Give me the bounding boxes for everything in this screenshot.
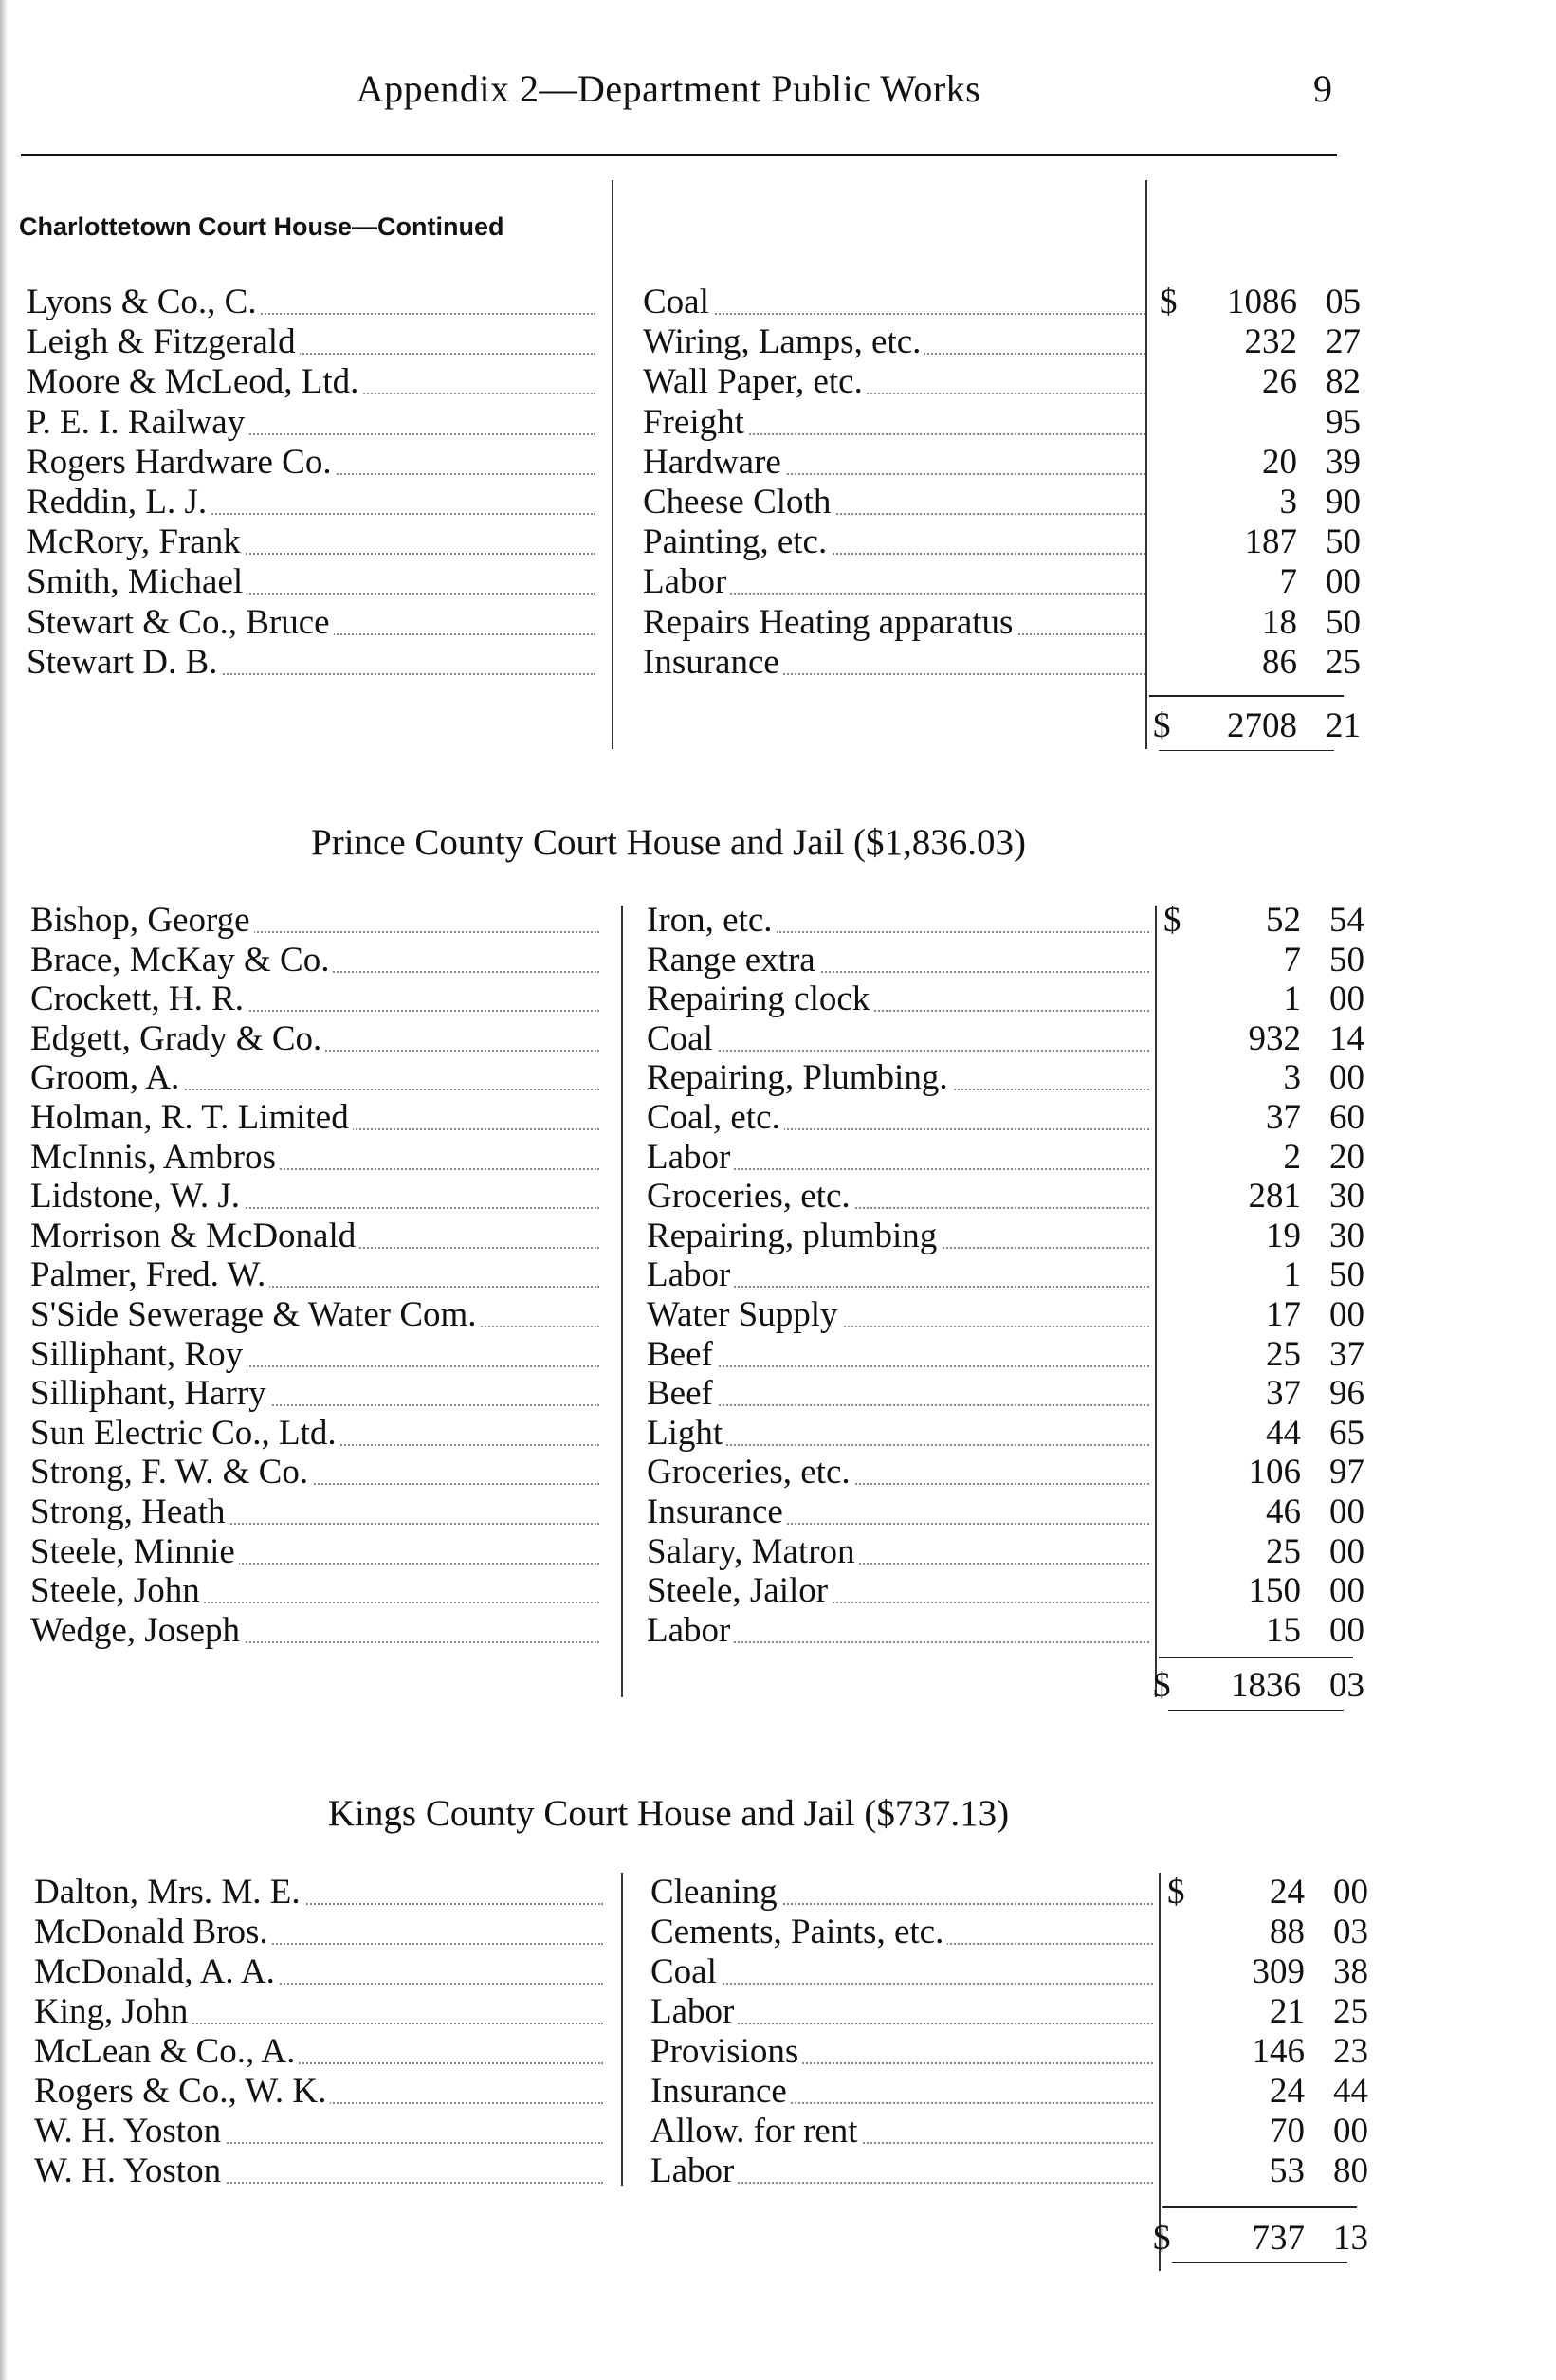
amount-dollars: 232 bbox=[1244, 322, 1297, 362]
amount-dollars: 7 bbox=[1283, 940, 1301, 979]
payee-name bbox=[30, 1611, 599, 1651]
payee-name bbox=[30, 1571, 599, 1611]
section-title-prince-county: Prince County Court House and Jail ($1,836.03) bbox=[311, 822, 1026, 863]
amount-dollars: 20 bbox=[1262, 442, 1297, 482]
dot-leader bbox=[650, 1983, 1153, 1985]
total-cents: 21 bbox=[1326, 706, 1361, 745]
total-dollar-sign: $ bbox=[1153, 2219, 1171, 2258]
amount-cents: 25 bbox=[1326, 642, 1361, 682]
page-number: 9 bbox=[1313, 67, 1332, 110]
item-description bbox=[647, 1414, 1149, 1454]
item-description bbox=[647, 1138, 1149, 1178]
item-description-text: Labor bbox=[647, 1138, 734, 1177]
dot-leader bbox=[647, 1050, 1149, 1052]
item-description bbox=[650, 2032, 1153, 2072]
table-row bbox=[27, 562, 1361, 602]
item-description-text: Freight bbox=[643, 403, 748, 442]
item-description-text: Coal bbox=[647, 1019, 717, 1058]
amount-dollars: 3 bbox=[1279, 483, 1297, 522]
amount-cents: 37 bbox=[1329, 1334, 1364, 1374]
total-dollars: 2708 bbox=[1227, 706, 1297, 745]
item-description bbox=[650, 1873, 1153, 1913]
amount-dollars: 26 bbox=[1262, 362, 1297, 402]
amount-dollars: 281 bbox=[1248, 1177, 1301, 1217]
total-rule bbox=[1162, 2206, 1357, 2208]
table-row bbox=[34, 2032, 1368, 2072]
payee-name bbox=[27, 283, 595, 322]
item-description-text: Labor bbox=[647, 1611, 734, 1650]
total-rule bbox=[1149, 695, 1344, 697]
dollar-sign: $ bbox=[1163, 901, 1181, 940]
payee-name-text: Sun Electric Co., Ltd. bbox=[30, 1414, 340, 1453]
item-description-text: Coal bbox=[650, 1952, 721, 1991]
item-description-text: Repairs Heating apparatus bbox=[643, 603, 1016, 642]
table-row bbox=[27, 602, 1361, 643]
payee-name-text: Dalton, Mrs. M. E. bbox=[34, 1873, 304, 1912]
item-description-text: Labor bbox=[647, 1255, 734, 1294]
payee-name-text: Holman, R. T. Limited bbox=[30, 1098, 353, 1137]
item-description-text: Range extra bbox=[647, 941, 819, 979]
total-dollars: 1836 bbox=[1231, 1666, 1301, 1705]
amount-cents: 38 bbox=[1333, 1952, 1368, 1991]
item-description-text: Salary, Matron bbox=[647, 1532, 859, 1571]
payee-name bbox=[30, 979, 599, 1019]
item-description-text: Labor bbox=[643, 562, 730, 601]
payee-name-text: Reddin, L. J. bbox=[27, 483, 211, 522]
table-row bbox=[27, 362, 1361, 402]
amount-cents: 03 bbox=[1333, 1913, 1368, 1951]
payee-name bbox=[27, 362, 595, 402]
amount-dollars: 44 bbox=[1266, 1413, 1301, 1453]
amount-dollars: 37 bbox=[1266, 1098, 1301, 1137]
item-description bbox=[643, 483, 1145, 522]
dollar-sign: $ bbox=[1160, 283, 1178, 321]
payee-name-text: Stewart D. B. bbox=[27, 643, 221, 682]
item-description bbox=[647, 1058, 1149, 1098]
payee-name bbox=[27, 403, 595, 443]
payee-name bbox=[27, 483, 595, 522]
item-description bbox=[647, 901, 1149, 941]
item-description bbox=[647, 1177, 1149, 1217]
section-title-kings-county: Kings County Court House and Jail ($737.13) bbox=[327, 1793, 1010, 1834]
table-row bbox=[30, 901, 1364, 941]
item-description-text: Beef bbox=[647, 1374, 717, 1413]
payee-name-text: W. H. Yoston bbox=[34, 2112, 225, 2151]
amount-cents: 90 bbox=[1326, 483, 1361, 522]
table-row bbox=[30, 1531, 1364, 1572]
item-description-text: Hardware bbox=[643, 443, 785, 482]
amount-cents: 65 bbox=[1329, 1413, 1364, 1453]
amount-dollars: 52 bbox=[1266, 901, 1301, 940]
payee-name bbox=[30, 1295, 599, 1335]
payee-name bbox=[27, 443, 595, 483]
amount-cents: 50 bbox=[1329, 940, 1364, 979]
payee-name-text: McDonald, A. A. bbox=[34, 1952, 279, 1991]
payee-name-text: Bishop, George bbox=[30, 901, 254, 940]
table-row bbox=[27, 322, 1361, 362]
table-row bbox=[27, 483, 1361, 522]
table-row bbox=[30, 1374, 1364, 1414]
payee-name-text: McRory, Frank bbox=[27, 522, 245, 561]
amount-dollars: 18 bbox=[1262, 602, 1297, 642]
amount-cents: 96 bbox=[1329, 1374, 1364, 1414]
payee-name-text: Strong, F. W. & Co. bbox=[30, 1453, 312, 1492]
payee-name-text: Moore & McLeod, Ltd. bbox=[27, 362, 362, 401]
item-description bbox=[650, 2151, 1153, 2191]
total-rule bbox=[1159, 1657, 1353, 1658]
payee-name-text: Stewart & Co., Bruce bbox=[27, 603, 334, 642]
payee-name bbox=[34, 2151, 603, 2191]
table-row bbox=[30, 1098, 1364, 1138]
amount-cents: 00 bbox=[1329, 1295, 1364, 1334]
table-row bbox=[30, 979, 1364, 1019]
item-description bbox=[650, 2072, 1153, 2112]
payee-name-text: W. H. Yoston bbox=[34, 2151, 225, 2190]
amount-dollars: 17 bbox=[1266, 1295, 1301, 1334]
payee-name-text: Silliphant, Roy bbox=[30, 1335, 247, 1374]
amount-dollars: 1 bbox=[1283, 1255, 1301, 1295]
payee-name bbox=[30, 1019, 599, 1059]
payee-name bbox=[34, 2112, 603, 2151]
payee-name-text: Morrison & McDonald bbox=[30, 1217, 359, 1255]
table-row bbox=[30, 1610, 1364, 1651]
payee-name-text: Silliphant, Harry bbox=[30, 1374, 270, 1413]
amount-dollars: 932 bbox=[1248, 1018, 1301, 1058]
item-description-text: Groceries, etc. bbox=[647, 1177, 854, 1216]
item-description-text: Water Supply bbox=[647, 1295, 842, 1334]
table-row bbox=[27, 402, 1361, 443]
payee-name bbox=[27, 562, 595, 602]
amount-cents: 80 bbox=[1333, 2151, 1368, 2190]
amount-dollars: 70 bbox=[1270, 2112, 1305, 2151]
amount-dollars: 187 bbox=[1244, 522, 1297, 562]
item-description bbox=[647, 1453, 1149, 1492]
table-row bbox=[30, 940, 1364, 980]
payee-name-text: Groom, A. bbox=[30, 1058, 183, 1097]
item-description bbox=[643, 362, 1145, 402]
header-rule bbox=[21, 154, 1337, 156]
amount-cents: 50 bbox=[1326, 522, 1361, 562]
amount-cents: 14 bbox=[1329, 1018, 1364, 1058]
item-description bbox=[647, 1295, 1149, 1335]
amount-cents: 82 bbox=[1326, 362, 1361, 402]
item-description-text: Cleaning bbox=[650, 1873, 781, 1912]
amount-cents: 95 bbox=[1326, 402, 1361, 442]
item-description bbox=[647, 1019, 1149, 1059]
item-description-text: Insurance bbox=[643, 643, 783, 682]
table-row bbox=[30, 1453, 1364, 1492]
payee-name-text: McDonald Bros. bbox=[34, 1913, 272, 1951]
item-description bbox=[643, 562, 1145, 602]
item-description bbox=[647, 1255, 1149, 1295]
section-total bbox=[30, 1666, 1367, 1706]
payee-name bbox=[30, 1374, 599, 1414]
amount-dollars: 146 bbox=[1252, 2032, 1305, 2071]
item-description bbox=[647, 1571, 1149, 1611]
payee-name-text: Steele, John bbox=[30, 1571, 204, 1610]
total-rule bbox=[1159, 750, 1334, 751]
item-description-text: Repairing clock bbox=[647, 979, 873, 1018]
payee-name bbox=[34, 1992, 603, 2032]
section-total bbox=[34, 2219, 1371, 2259]
table-row bbox=[34, 2151, 1368, 2191]
item-description bbox=[650, 1952, 1153, 1992]
payee-name bbox=[34, 2032, 603, 2072]
item-description-text: Coal bbox=[643, 283, 713, 321]
payee-name bbox=[27, 522, 595, 562]
amount-cents: 97 bbox=[1329, 1453, 1364, 1492]
dot-leader bbox=[647, 1404, 1149, 1406]
table-row bbox=[30, 1571, 1364, 1611]
item-description bbox=[650, 1992, 1153, 2032]
item-description-text: Repairing, plumbing bbox=[647, 1217, 941, 1255]
payee-name bbox=[34, 1952, 603, 1992]
payee-name bbox=[27, 322, 595, 362]
amount-dollars: 150 bbox=[1248, 1571, 1301, 1611]
payee-name-text: Lidstone, W. J. bbox=[30, 1177, 244, 1216]
item-description-text: Light bbox=[647, 1414, 726, 1453]
item-description-text: Wall Paper, etc. bbox=[643, 362, 867, 401]
payee-name-text: McLean & Co., A. bbox=[34, 2032, 299, 2071]
item-description-text: Repairing, Plumbing. bbox=[647, 1058, 952, 1097]
payee-name bbox=[30, 1098, 599, 1138]
item-description bbox=[647, 1335, 1149, 1375]
amount-dollars: 106 bbox=[1248, 1453, 1301, 1492]
payee-name-text: Smith, Michael bbox=[27, 562, 247, 601]
item-description-text: Cheese Cloth bbox=[643, 483, 834, 522]
item-description bbox=[647, 1611, 1149, 1651]
amount-dollars: 15 bbox=[1266, 1610, 1301, 1650]
amount-cents: 00 bbox=[1329, 1058, 1364, 1098]
item-description bbox=[647, 1374, 1149, 1414]
payee-name bbox=[30, 1453, 599, 1492]
table-row bbox=[34, 2072, 1368, 2112]
dot-leader bbox=[647, 1365, 1149, 1367]
item-description-text: Labor bbox=[650, 1992, 738, 2031]
amount-dollars: 37 bbox=[1266, 1374, 1301, 1414]
item-description-text: Beef bbox=[647, 1335, 717, 1374]
item-description-text: Painting, etc. bbox=[643, 522, 831, 561]
payee-name-text: Wedge, Joseph bbox=[30, 1611, 244, 1650]
payee-name-text: Palmer, Fred. W. bbox=[30, 1255, 269, 1294]
payee-name bbox=[27, 603, 595, 643]
amount-cents: 23 bbox=[1333, 2032, 1368, 2071]
amount-dollars: 7 bbox=[1279, 562, 1297, 602]
payee-name-text: Brace, McKay & Co. bbox=[30, 941, 333, 979]
item-description bbox=[647, 941, 1149, 980]
amount-dollars: 88 bbox=[1270, 1913, 1305, 1951]
payee-name-text: Rogers Hardware Co. bbox=[27, 443, 336, 482]
payee-name-text: Strong, Heath bbox=[30, 1492, 229, 1531]
table-row bbox=[27, 283, 1361, 322]
item-description bbox=[647, 1098, 1149, 1138]
payee-name-text: Steele, Minnie bbox=[30, 1532, 239, 1571]
total-rule bbox=[1168, 1710, 1344, 1711]
payee-name bbox=[34, 1913, 603, 1952]
payee-name bbox=[30, 1414, 599, 1454]
section-total bbox=[27, 706, 1364, 746]
item-description-text: Steele, Jailor bbox=[647, 1571, 832, 1610]
item-description bbox=[650, 2112, 1153, 2151]
amount-dollars: 24 bbox=[1270, 1873, 1305, 1912]
item-description bbox=[643, 322, 1145, 362]
payee-name bbox=[30, 1138, 599, 1178]
page-edge-shadow bbox=[0, 0, 8, 2380]
payee-name-text: Leigh & Fitzgerald bbox=[27, 322, 300, 361]
table-row bbox=[34, 2112, 1368, 2151]
total-dollars: 737 bbox=[1252, 2219, 1305, 2258]
payee-name bbox=[30, 901, 599, 941]
amount-cents: 00 bbox=[1329, 979, 1364, 1019]
amount-cents: 00 bbox=[1329, 1531, 1364, 1571]
payee-name bbox=[30, 1177, 599, 1217]
payee-name bbox=[30, 1492, 599, 1532]
item-description bbox=[647, 1532, 1149, 1572]
payee-name-text: Crockett, H. R. bbox=[30, 979, 247, 1018]
table-row bbox=[30, 1216, 1364, 1256]
item-description-text: Allow. for rent bbox=[650, 2112, 862, 2151]
payee-name bbox=[30, 1532, 599, 1572]
amount-cents: 00 bbox=[1326, 562, 1361, 602]
item-description bbox=[643, 643, 1145, 683]
item-description-text: Wiring, Lamps, etc. bbox=[643, 322, 924, 361]
table-row bbox=[34, 1992, 1368, 2032]
amount-cents: 20 bbox=[1329, 1137, 1364, 1177]
total-rule bbox=[1172, 2262, 1347, 2263]
payee-name-text: Lyons & Co., C. bbox=[27, 283, 261, 321]
amount-cents: 44 bbox=[1333, 2072, 1368, 2111]
amount-dollars: 21 bbox=[1270, 1992, 1305, 2031]
item-description bbox=[643, 522, 1145, 562]
amount-dollars: 25 bbox=[1266, 1531, 1301, 1571]
amount-dollars: 24 bbox=[1270, 2072, 1305, 2111]
payee-name bbox=[34, 2072, 603, 2112]
amount-cents: 25 bbox=[1333, 1992, 1368, 2031]
item-description-text: Insurance bbox=[650, 2072, 791, 2111]
amount-cents: 00 bbox=[1333, 2112, 1368, 2151]
payee-name bbox=[30, 1335, 599, 1375]
table-row bbox=[30, 1492, 1364, 1532]
total-cents: 03 bbox=[1329, 1666, 1364, 1705]
payee-name bbox=[27, 643, 595, 683]
amount-dollars: 1086 bbox=[1227, 283, 1297, 321]
amount-dollars: 309 bbox=[1252, 1952, 1305, 1991]
page-title: Appendix 2—Department Public Works bbox=[356, 67, 981, 110]
amount-dollars: 86 bbox=[1262, 642, 1297, 682]
table-row bbox=[30, 1177, 1364, 1217]
amount-dollars: 19 bbox=[1266, 1216, 1301, 1255]
payee-name-text: Rogers & Co., W. K. bbox=[34, 2072, 330, 2111]
amount-dollars: 3 bbox=[1283, 1058, 1301, 1098]
payee-name bbox=[30, 1058, 599, 1098]
table-row bbox=[27, 642, 1361, 683]
amount-cents: 50 bbox=[1326, 602, 1361, 642]
amount-cents: 50 bbox=[1329, 1255, 1364, 1295]
total-cents: 13 bbox=[1333, 2219, 1368, 2258]
item-description-text: Labor bbox=[650, 2151, 738, 2190]
item-description-text: Coal, etc. bbox=[647, 1098, 784, 1137]
item-description bbox=[643, 443, 1145, 483]
table-row bbox=[27, 522, 1361, 562]
amount-cents: 00 bbox=[1333, 1873, 1368, 1912]
amount-cents: 05 bbox=[1326, 283, 1361, 321]
item-description-text: Iron, etc. bbox=[647, 901, 777, 940]
payee-name-text: S'Side Sewerage & Water Com. bbox=[30, 1295, 481, 1334]
amount-cents: 30 bbox=[1329, 1177, 1364, 1217]
table-row bbox=[30, 1137, 1364, 1178]
payee-name-text: P. E. I. Railway bbox=[27, 403, 248, 442]
payee-name-text: McInnis, Ambros bbox=[30, 1138, 280, 1177]
item-description bbox=[647, 1217, 1149, 1256]
amount-cents: 54 bbox=[1329, 901, 1364, 940]
item-description bbox=[643, 603, 1145, 643]
item-description bbox=[647, 1492, 1149, 1532]
payee-name-text: Edgett, Grady & Co. bbox=[30, 1019, 325, 1058]
payee-name-text: King, John bbox=[34, 1992, 192, 2031]
amount-cents: 27 bbox=[1326, 322, 1361, 362]
amount-dollars: 2 bbox=[1283, 1137, 1301, 1177]
amount-cents: 60 bbox=[1329, 1098, 1364, 1137]
payee-name bbox=[30, 1255, 599, 1295]
payee-name bbox=[30, 941, 599, 980]
item-description-text: Provisions bbox=[650, 2032, 802, 2071]
item-description-text: Groceries, etc. bbox=[647, 1453, 854, 1492]
amount-cents: 00 bbox=[1329, 1610, 1364, 1650]
amount-dollars: 1 bbox=[1283, 979, 1301, 1019]
amount-dollars: 53 bbox=[1270, 2151, 1305, 2190]
table-row bbox=[30, 1334, 1364, 1375]
dollar-sign: $ bbox=[1167, 1873, 1185, 1912]
table-row bbox=[34, 1873, 1368, 1913]
section-title-charlottetown: Charlottetown Court House—Continued bbox=[19, 212, 504, 241]
amount-cents: 00 bbox=[1329, 1492, 1364, 1531]
dot-leader bbox=[643, 313, 1145, 315]
item-description bbox=[643, 403, 1145, 443]
amount-dollars: 25 bbox=[1266, 1334, 1301, 1374]
item-description-text: Insurance bbox=[647, 1492, 787, 1531]
item-description bbox=[643, 283, 1145, 322]
payee-name bbox=[30, 1217, 599, 1256]
amount-cents: 30 bbox=[1329, 1216, 1364, 1255]
amount-cents: 39 bbox=[1326, 442, 1361, 482]
table-row bbox=[30, 1058, 1364, 1098]
item-description-text: Cements, Paints, etc. bbox=[650, 1913, 947, 1951]
table-row bbox=[30, 1295, 1364, 1335]
table-row bbox=[30, 1413, 1364, 1454]
payee-name bbox=[34, 1873, 603, 1913]
table-row bbox=[30, 1018, 1364, 1059]
table-row bbox=[34, 1952, 1368, 1992]
table-row bbox=[27, 442, 1361, 483]
total-dollar-sign: $ bbox=[1153, 1666, 1171, 1705]
item-description bbox=[647, 979, 1149, 1019]
table-row bbox=[34, 1913, 1368, 1952]
amount-dollars: 46 bbox=[1266, 1492, 1301, 1531]
total-dollar-sign: $ bbox=[1153, 706, 1171, 745]
table-row bbox=[30, 1255, 1364, 1295]
item-description bbox=[650, 1913, 1153, 1952]
page-header bbox=[0, 66, 1556, 123]
amount-cents: 00 bbox=[1329, 1571, 1364, 1611]
